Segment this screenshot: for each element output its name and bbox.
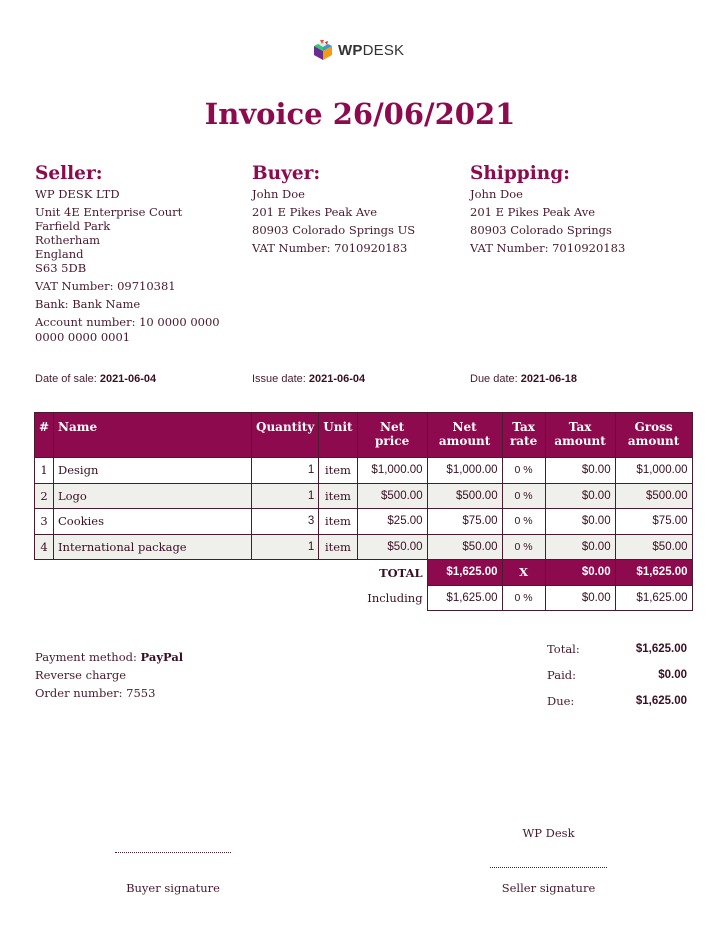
- cell-tax-amount: $0.00: [545, 458, 615, 484]
- summary-paid: Paid: $0.00: [547, 668, 687, 682]
- cell-tax-rate: 0 %: [502, 483, 545, 509]
- shipping-address-line: 80903 Colorado Springs: [470, 223, 612, 237]
- cell-tax-amount: $0.00: [545, 483, 615, 509]
- cell-unit: item: [319, 483, 357, 509]
- cell-index: 3: [35, 509, 54, 535]
- seller-address-line: Farfield Park: [35, 219, 111, 233]
- cell-net-price: $25.00: [357, 509, 427, 535]
- total-net-amount: $1,625.00: [427, 560, 502, 586]
- issue-date: Issue date: 2021-06-04: [252, 373, 366, 385]
- logo-text: WPDESK: [338, 41, 405, 59]
- payment-summary: [547, 636, 687, 714]
- cell-net-amount: $75.00: [427, 509, 502, 535]
- wpdesk-logo: [312, 38, 412, 62]
- total-label: TOTAL: [379, 565, 423, 580]
- cell-quantity: 1: [252, 534, 319, 560]
- table-row: [35, 458, 693, 484]
- table-row: [35, 509, 693, 535]
- cell-tax-rate: 0 %: [502, 509, 545, 535]
- seller-company-name: WP Desk: [522, 826, 575, 840]
- seller-name: WP DESK LTD: [35, 187, 120, 201]
- seller-address-line: Rotherham: [35, 233, 101, 247]
- table-header-row: [35, 413, 693, 458]
- cell-quantity: 3: [252, 509, 319, 535]
- invoice-items-table: [34, 412, 693, 611]
- col-header-tax-amount: Tax amount: [545, 413, 615, 458]
- including-label: Including: [367, 590, 423, 605]
- cell-tax-rate: 0 %: [502, 458, 545, 484]
- cell-unit: item: [319, 509, 357, 535]
- buyer-address-line: 201 E Pikes Peak Ave: [252, 205, 378, 219]
- cell-tax-amount: $0.00: [545, 534, 615, 560]
- cell-index: 1: [35, 458, 54, 484]
- seller-heading: Seller:: [35, 163, 103, 184]
- buyer-vat: VAT Number: 7010920183: [252, 241, 408, 255]
- seller-signature-label: Seller signature: [501, 881, 596, 895]
- summary-due: Due: $1,625.00: [547, 694, 687, 708]
- cell-net-price: $500.00: [357, 483, 427, 509]
- buyer-block: [252, 163, 462, 256]
- cell-gross-amount: $50.00: [615, 534, 692, 560]
- seller-signature-line: [490, 867, 607, 868]
- buyer-address-line: 80903 Colorado Springs US: [252, 223, 416, 237]
- buyer-heading: Buyer:: [252, 163, 321, 184]
- cell-tax-amount: $0.00: [545, 509, 615, 535]
- including-gross-amount: $1,625.00: [615, 585, 692, 611]
- col-header-net-price: Net price: [357, 413, 427, 458]
- col-header-net-amount: Net amount: [427, 413, 502, 458]
- cell-name: Cookies: [54, 509, 252, 535]
- including-row: [35, 585, 693, 611]
- cell-index: 4: [35, 534, 54, 560]
- summary-total: Total: $1,625.00: [547, 642, 687, 656]
- total-tax-rate: X: [502, 560, 545, 586]
- buyer-signature-line: [115, 852, 231, 853]
- cell-net-price: $50.00: [357, 534, 427, 560]
- cell-net-amount: $50.00: [427, 534, 502, 560]
- cell-net-amount: $1,000.00: [427, 458, 502, 484]
- cell-gross-amount: $1,000.00: [615, 458, 692, 484]
- seller-address-line: S63 5DB: [35, 261, 87, 275]
- date-of-sale: Date of sale: 2021-06-04: [35, 373, 157, 385]
- seller-address-line: England: [35, 247, 84, 261]
- cell-name: Design: [54, 458, 252, 484]
- col-header-unit: Unit: [319, 413, 357, 458]
- cell-unit: item: [319, 458, 357, 484]
- cell-tax-rate: 0 %: [502, 534, 545, 560]
- order-number: Order number: 7553: [35, 686, 156, 700]
- col-header-index: #: [35, 413, 54, 458]
- cell-quantity: 1: [252, 458, 319, 484]
- shipping-vat: VAT Number: 7010920183: [470, 241, 626, 255]
- including-net-amount: $1,625.00: [427, 585, 502, 611]
- col-header-name: Name: [54, 413, 252, 458]
- wpdesk-cube-icon: [312, 39, 334, 61]
- total-tax-amount: $0.00: [545, 560, 615, 586]
- seller-account: Account number: 10 0000 0000 0000 0000 0001: [35, 315, 220, 344]
- total-gross-amount: $1,625.00: [615, 560, 692, 586]
- table-row: [35, 534, 693, 560]
- seller-block: [35, 163, 250, 345]
- cell-net-amount: $500.00: [427, 483, 502, 509]
- shipping-name: John Doe: [470, 187, 523, 201]
- payment-method: Payment method: PayPal: [35, 650, 184, 664]
- cell-name: International package: [54, 534, 252, 560]
- col-header-tax-rate: Tax rate: [502, 413, 545, 458]
- shipping-address-line: 201 E Pikes Peak Ave: [470, 205, 596, 219]
- invoice-title: Invoice 26/06/2021: [204, 97, 516, 131]
- cell-gross-amount: $500.00: [615, 483, 692, 509]
- col-header-gross-amount: Gross amount: [615, 413, 692, 458]
- cell-unit: item: [319, 534, 357, 560]
- seller-bank: Bank: Bank Name: [35, 297, 141, 311]
- cell-index: 2: [35, 483, 54, 509]
- cell-quantity: 1: [252, 483, 319, 509]
- shipping-heading: Shipping:: [470, 163, 570, 184]
- seller-vat: VAT Number: 09710381: [35, 279, 176, 293]
- cell-net-price: $1,000.00: [357, 458, 427, 484]
- table-row: [35, 483, 693, 509]
- seller-address-line: Unit 4E Enterprise Court: [35, 205, 183, 219]
- col-header-quantity: Quantity: [252, 413, 319, 458]
- buyer-signature-label: Buyer signature: [126, 881, 220, 895]
- total-row: [35, 560, 693, 586]
- reverse-charge: Reverse charge: [35, 668, 126, 682]
- including-tax-amount: $0.00: [545, 585, 615, 611]
- payment-notes: [35, 648, 183, 702]
- shipping-block: [470, 163, 680, 256]
- buyer-name: John Doe: [252, 187, 305, 201]
- cell-name: Logo: [54, 483, 252, 509]
- cell-gross-amount: $75.00: [615, 509, 692, 535]
- including-tax-rate: 0 %: [502, 585, 545, 611]
- due-date: Due date: 2021-06-18: [470, 373, 578, 385]
